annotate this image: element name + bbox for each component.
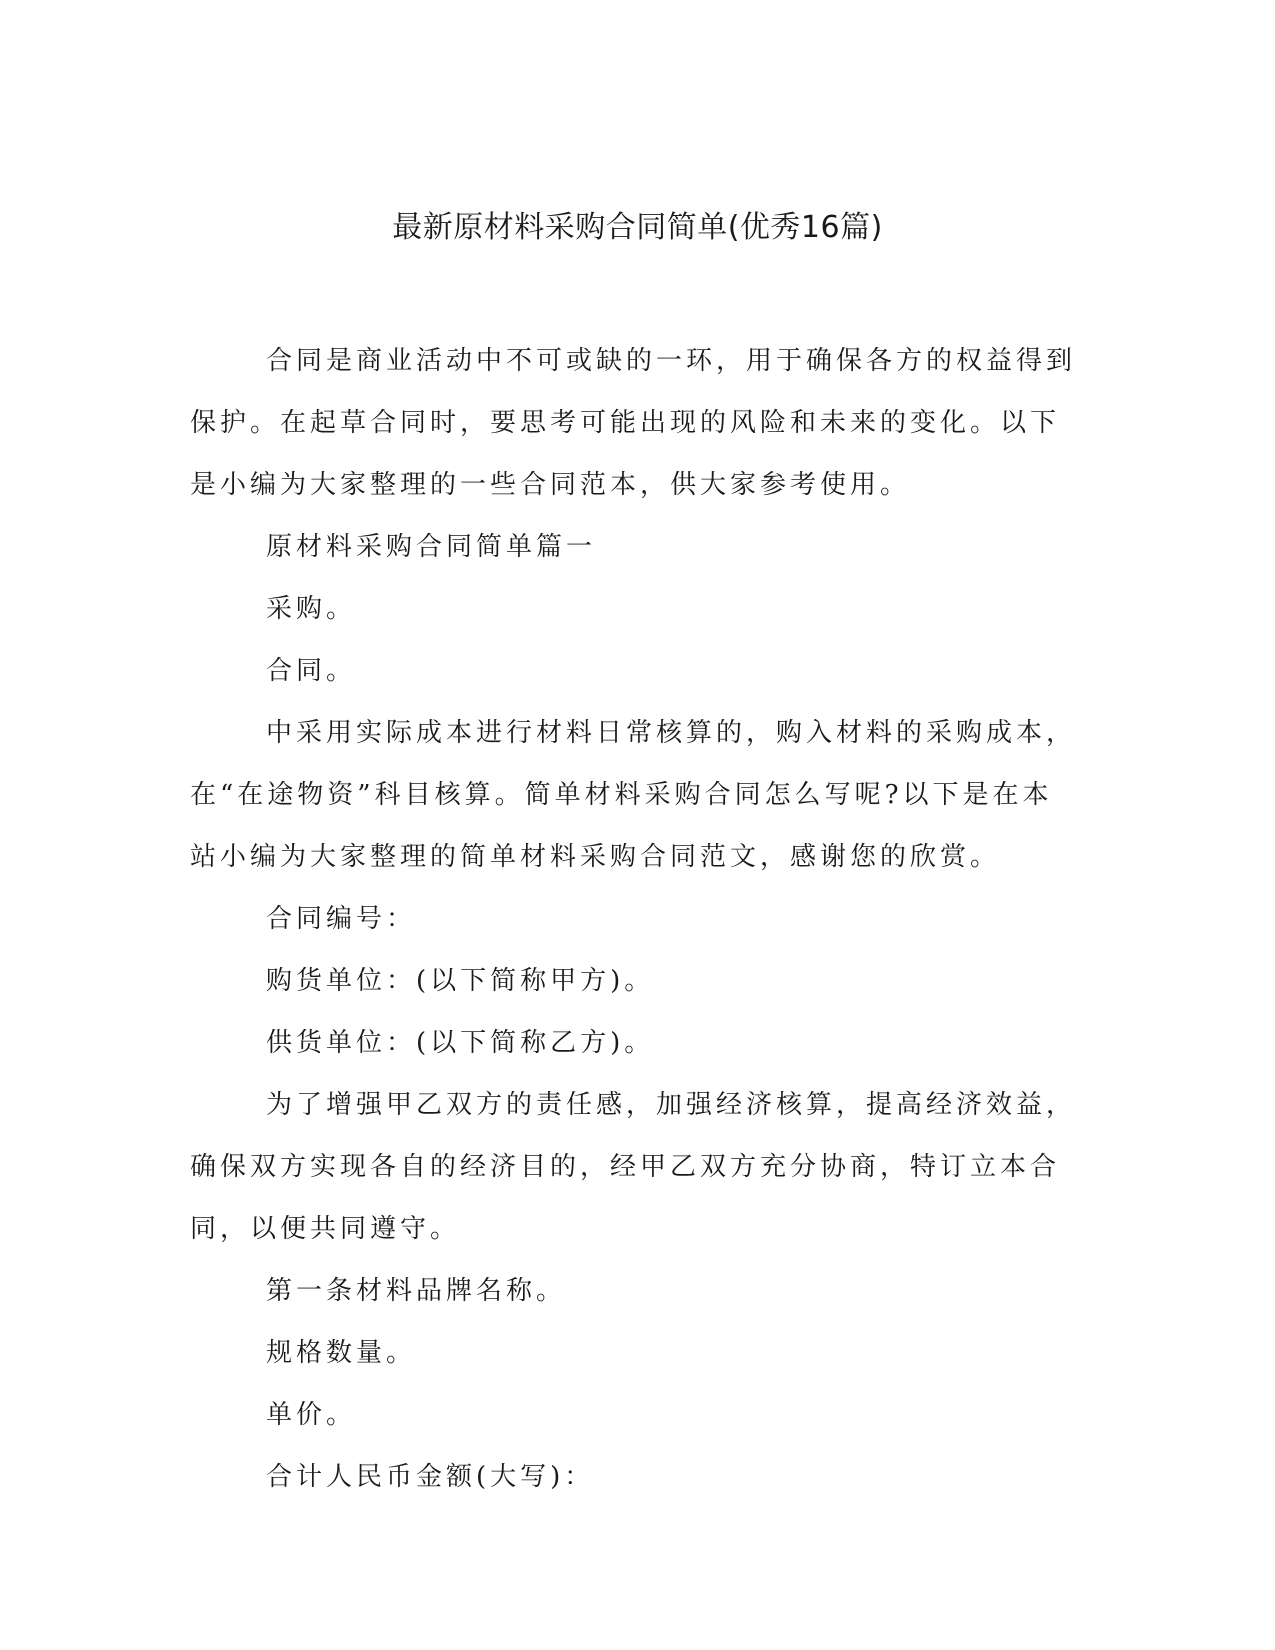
- document-title: 最新原材料采购合同简单(优秀16篇): [392, 210, 883, 245]
- paragraph-intro: 合同是商业活动中不可或缺的一环，用于确保各方的权益得到保护。在起草合同时，要思考可能出现的风险和未来的变化。以下是小编为大家整理的一些合同范本，供大家参考使用。: [190, 346, 1077, 500]
- paragraph: 合同。: [266, 656, 357, 686]
- paragraph: 单价。: [266, 1400, 357, 1430]
- paragraph-contract-number: 合同编号：: [266, 904, 417, 934]
- paragraph: 中采用实际成本进行材料日常核算的，购入材料的采购成本，在“在途物资”科目核算。简单材料采购合同怎么写呢?以下是在本站小编为大家整理的简单材料采购合同范文，感谢您的欣赏。: [190, 718, 1077, 872]
- paragraph-buyer: 购货单位：(以下简称甲方)。: [266, 966, 655, 996]
- paragraph: 采购。: [266, 594, 357, 624]
- paragraph: 规格数量。: [266, 1338, 417, 1368]
- paragraph: 为了增强甲乙双方的责任感，加强经济核算，提高经济效益，确保双方实现各自的经济目的，经甲乙双方充分协商，特订立本合同，以便共同遵守。: [190, 1090, 1077, 1244]
- paragraph-total-amount: 合计人民币金额(大写)：: [266, 1462, 595, 1492]
- document-body: [190, 330, 1080, 1508]
- paragraph-section-heading: 原材料采购合同简单篇一: [266, 532, 597, 562]
- paragraph-supplier: 供货单位：(以下简称乙方)。: [266, 1028, 655, 1058]
- paragraph-article-one: 第一条材料品牌名称。: [266, 1276, 567, 1306]
